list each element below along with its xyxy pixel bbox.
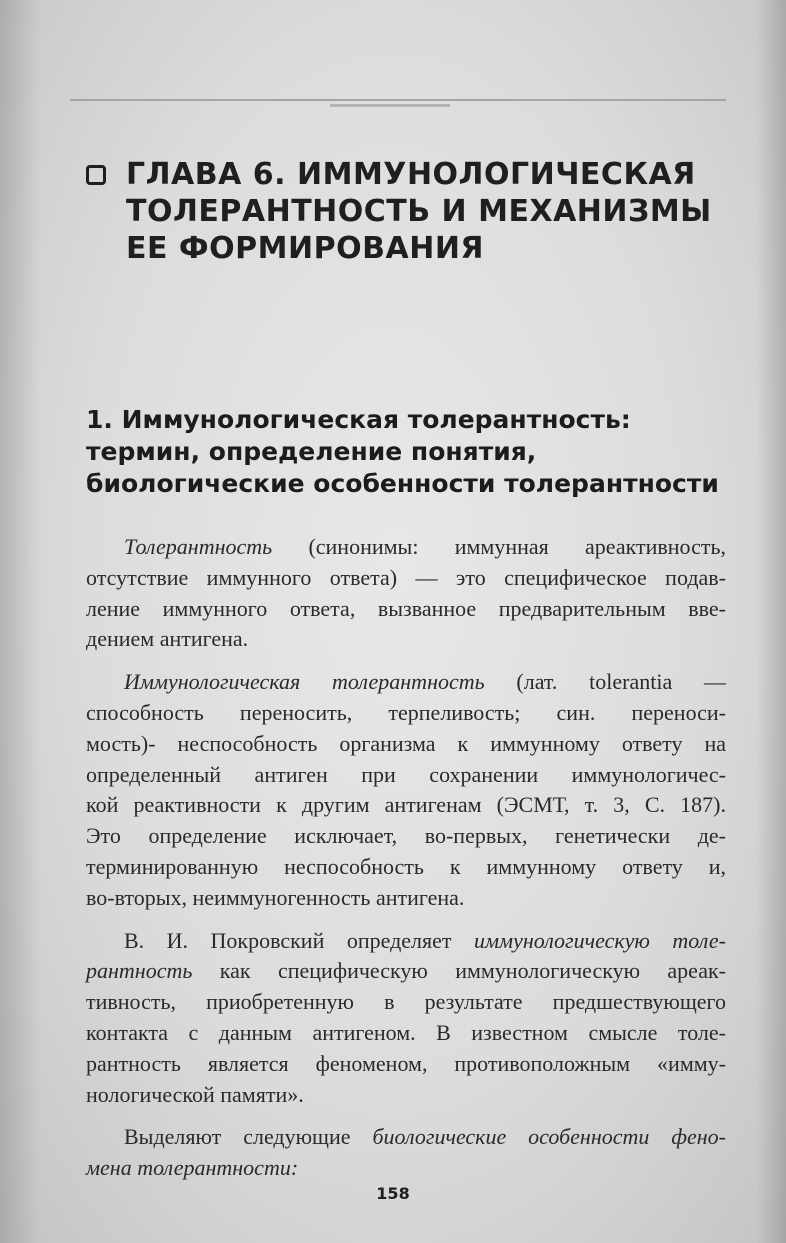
chapter-heading-line: ГЛАВА 6. ИММУНОЛОГИЧЕСКАЯ xyxy=(126,157,696,192)
text-line: определенный антиген при сохранении иммунологичес- xyxy=(86,761,726,787)
text-line: дением антигена. xyxy=(86,626,249,652)
italic-term: рантность xyxy=(86,958,193,984)
text-line: терминированную неспособность к иммунному ответу и, xyxy=(86,853,726,879)
text-line: рантность является феноменом, противоположным «иммy- xyxy=(86,1050,726,1076)
chapter-heading xyxy=(86,156,726,267)
italic-term: Толерантность xyxy=(124,534,273,559)
page-right-shadow xyxy=(756,0,786,1243)
text-fragment: (синонимы: иммунная ареактивность, xyxy=(272,534,726,559)
text-line xyxy=(86,926,726,957)
text-line: способность переносить, терпеливость; син. переноси- xyxy=(86,699,726,725)
text-line xyxy=(86,1122,726,1153)
text-line: ление иммунного ответа, вызванное предварительным вве- xyxy=(86,595,726,621)
text-line: тивность, приобретенную в результате предшествующего xyxy=(86,989,726,1015)
text-line: Это определение исключает, во-первых, генетически де- xyxy=(86,823,726,849)
text-line xyxy=(86,667,726,698)
text-fragment: Выделяют следующие xyxy=(124,1124,373,1150)
page-left-shadow xyxy=(0,0,40,1243)
checkbox-square-icon xyxy=(86,165,106,185)
paragraph-immunological-tolerance xyxy=(86,667,726,913)
paragraph-biological-features xyxy=(86,1122,726,1184)
body-text xyxy=(86,532,726,1196)
chapter-heading-line: ТОЛЕРАНТНОСТЬ И МЕХАНИЗМЫ xyxy=(126,194,712,229)
bleed-through-mark xyxy=(330,104,450,107)
italic-term: Иммунологическая толерантность xyxy=(124,669,485,695)
text-line xyxy=(86,956,726,987)
text-line: нологической памяти». xyxy=(86,1081,304,1107)
italic-term: биологические особенности фено- xyxy=(372,1124,726,1150)
paragraph-tolerance-definition xyxy=(86,532,726,655)
bleed-through-rule xyxy=(70,99,726,101)
chapter-heading-line: ЕЕ ФОРМИРОВАНИЯ xyxy=(126,231,485,266)
section-heading-line: термин, определение понятия, xyxy=(86,437,537,466)
paragraph-pokrovsky xyxy=(86,926,726,1111)
text-fragment: как специфическую иммунологическую ареак- xyxy=(192,958,726,984)
text-line: отсутствие иммунного ответа) — это специфическое подав- xyxy=(86,564,726,590)
text-line: контакта с данным антигеном. В известном смысле толе- xyxy=(86,1019,726,1045)
text-fragment: (лат. tolerantia — xyxy=(484,669,727,695)
text-line: мость)- неспособность организма к иммунному ответу на xyxy=(86,730,726,756)
section-heading-line: 1. Иммунологическая толерантность: xyxy=(86,405,631,434)
text-line xyxy=(86,1153,726,1184)
italic-term: иммунологическую толе- xyxy=(473,927,726,953)
italic-term: мена толерантности: xyxy=(86,1155,299,1181)
text-line xyxy=(86,532,726,563)
text-line: во-вторых, неиммуногенность антигена. xyxy=(86,884,465,910)
text-line: кой реактивности к другим антигенам (ЭСМТ, т. 3, С. 187). xyxy=(86,792,726,818)
section-heading xyxy=(86,404,736,500)
text-fragment: В. И. Покровский определяет xyxy=(124,927,474,953)
page-number: 158 xyxy=(376,1184,410,1203)
section-heading-line: биологические особенности толерантности xyxy=(86,469,719,498)
